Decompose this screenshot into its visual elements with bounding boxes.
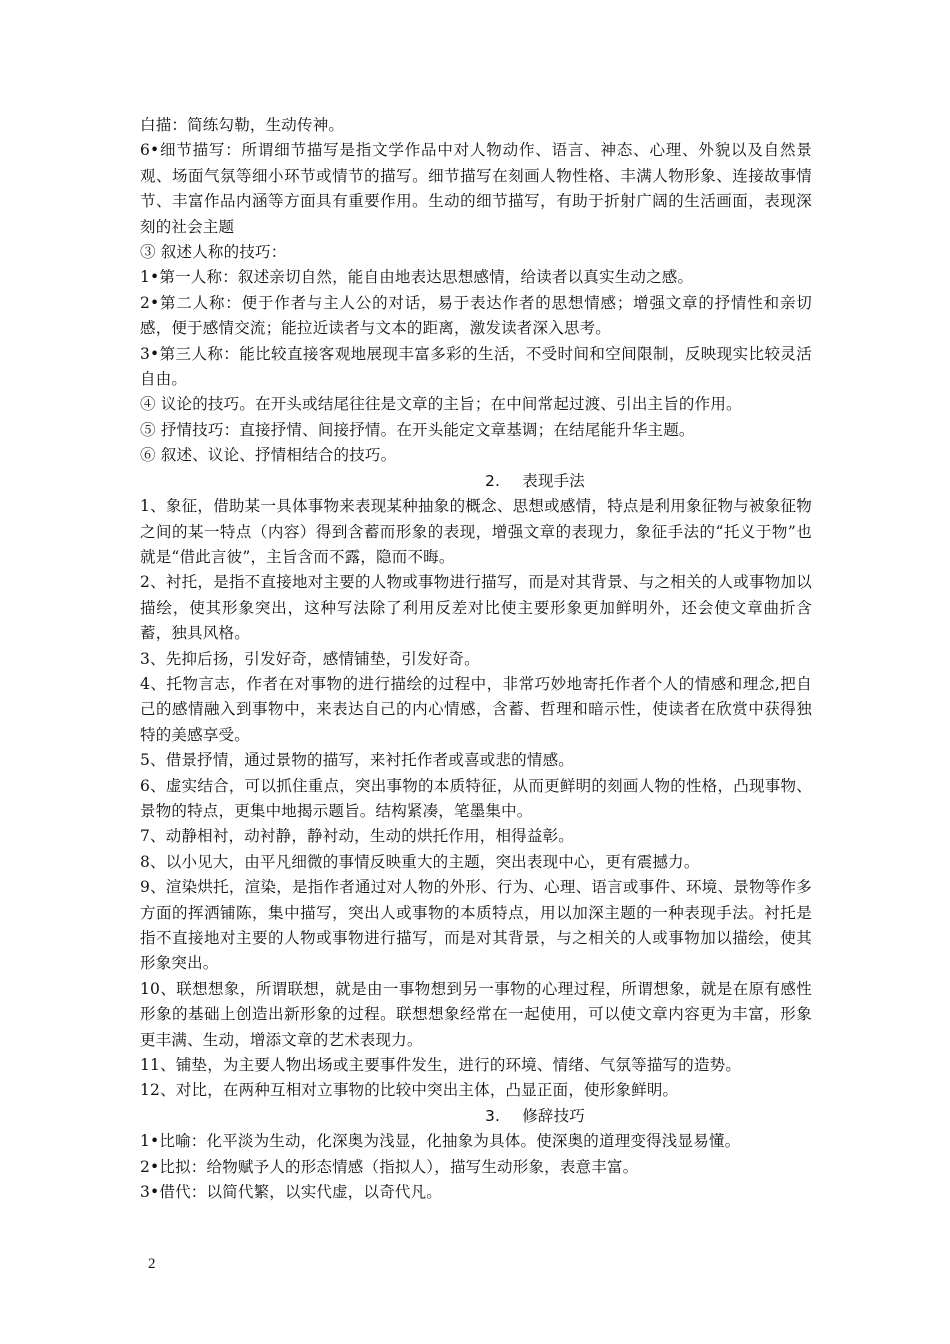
section-heading-rhetoric bbox=[140, 1104, 812, 1129]
paragraph-suppress-then-raise: 3、先抑后扬，引发好奇，感情铺垫，引发好奇。 bbox=[140, 649, 480, 668]
paragraph-scene-emotion: 5、借景抒情，通过景物的描写，来衬托作者或喜或悲的情感。 bbox=[140, 751, 574, 770]
paragraph-object-aspiration: 4、托物言志，作者在对事物的进行描绘的过程中，非常巧妙地寄托作者个人的情感和理念,把自己的感情融入到事物中，来表达自己的内心情感，含蓄、哲理和暗示性，使读者在欣赏中获得独特的美感享受。 bbox=[140, 674, 812, 744]
paragraph-first-person: 1•第一人称：叙述亲切自然，能自由地表达思想感情，给读者以真实生动之感。 bbox=[140, 268, 694, 287]
paragraph-narrative-person-title: ③ 叙述人称的技巧： bbox=[140, 243, 287, 262]
paragraph-third-person: 3•第三人称：能比较直接客观地展现丰富多彩的生活，不受时间和空间限制，反映现实比较灵活自由。 bbox=[140, 344, 812, 389]
paragraph-motion-stillness: 7、动静相衬，动衬静，静衬动，生动的烘托作用，相得益彰。 bbox=[140, 827, 574, 846]
paragraph-personification: 2•比拟：给物赋予人的形态情感（指拟人），描写生动形象，表意丰富。 bbox=[140, 1157, 639, 1176]
paragraph-detail-description: 6•细节描写：所谓细节描写是指文学作品中对人物动作、语言、神态、心理、外貌以及自然景观、场面气氛等细小环节或情节的描写。细节描写在刻画人物性格、丰满人物形象、连接故事情节、丰富作品内涵等方面具有重要作用。生动的细节描写，有助于折射广阔的生活画面，表现深刻的社会主题 bbox=[140, 141, 812, 236]
paragraph-combined-skill: ⑥ 叙述、议论、抒情相结合的技巧。 bbox=[140, 446, 397, 465]
paragraph-metonymy: 3•借代：以简代繁，以实代虚，以奇代凡。 bbox=[140, 1183, 443, 1202]
paragraph-foreshadowing: 11、铺垫，为主要人物出场或主要事件发生，进行的环境、情绪、气氛等描写的造势。 bbox=[140, 1056, 742, 1075]
paragraph-lyric-skill: ⑤ 抒情技巧：直接抒情、间接抒情。在开头能定文章基调；在结尾能升华主题。 bbox=[140, 420, 695, 439]
paragraph-contrast-setoff: 2、衬托，是指不直接地对主要的人物或事物进行描写，而是对其背景、与之相关的人或事物加以描绘，使其形象突出，这种写法除了利用反差对比使主要形象更加鲜明外，还会使文章曲折含蓄，独具风格。 bbox=[140, 573, 812, 643]
paragraph-metaphor: 1•比喻：化平淡为生动，化深奥为浅显，化抽象为具体。使深奥的道理变得浅显易懂。 bbox=[140, 1132, 741, 1151]
paragraph-comparison: 12、对比，在两种互相对立事物的比较中突出主体，凸显正面，使形象鲜明。 bbox=[140, 1081, 679, 1100]
paragraph-real-virtual: 6、虚实结合，可以抓住重点，突出事物的本质特征，从而更鲜明的刻画人物的性格，凸现事物、景物的特点，更集中地揭示题旨。结构紧凑，笔墨集中。 bbox=[140, 776, 812, 820]
section-title: 修辞技巧 bbox=[522, 1106, 585, 1125]
page-number: 2 bbox=[148, 1256, 156, 1272]
section-title: 表现手法 bbox=[522, 471, 585, 490]
paragraph-small-to-big: 8、以小见大，由平凡细微的事情反映重大的主题，突出表现中心，更有震撼力。 bbox=[140, 852, 700, 871]
paragraph-second-person: 2•第二人称：便于作者与主人公的对话，易于表达作者的思想情感；增强文章的抒情性和亲切感，便于感情交流；能拉近读者与文本的距离，激发读者深入思考。 bbox=[140, 293, 812, 338]
document-body bbox=[140, 113, 812, 1205]
paragraph-imagination: 10、联想想象，所谓联想，就是由一事物想到另一事物的心理过程，所谓想象，就是在原有感性形象的基础上创造出新形象的过程。联想想象经常在一起使用，可以使文章内容更为丰富，形象更丰满、生动，增添文章的艺术表现力。 bbox=[140, 979, 812, 1049]
paragraph-symbolism: 1、象征，借助某一具体事物来表现某种抽象的概念、思想或感情，特点是利用象征物与被象征物之间的某一特点（内容）得到含蓄而形象的表现，增强文章的表现力，象征手法的“托义于物”也就是“借此言彼”，主旨含而不露，隐而不晦。 bbox=[140, 497, 812, 566]
paragraph-argument-skill: ④ 议论的技巧。在开头或结尾往往是文章的主旨；在中间常起过渡、引出主旨的作用。 bbox=[140, 395, 742, 414]
section-number: 3. bbox=[484, 1106, 501, 1125]
paragraph-rendering: 9、渲染烘托，渲染，是指作者通过对人物的外形、行为、心理、语言或事件、环境、景物等作多方面的挥洒铺陈，集中描写，突出人或事物的本质特点，用以加深主题的一种表现手法。衬托是指不直接地对主要的人物或事物进行描写，而是对其背景，与之相关的人或事物加以描绘，使其形象突出。 bbox=[140, 878, 812, 973]
section-heading-expression bbox=[140, 469, 812, 494]
paragraph-baimiao: 白描：简练勾勒，生动传神。 bbox=[140, 116, 345, 134]
section-number: 2. bbox=[484, 471, 501, 490]
